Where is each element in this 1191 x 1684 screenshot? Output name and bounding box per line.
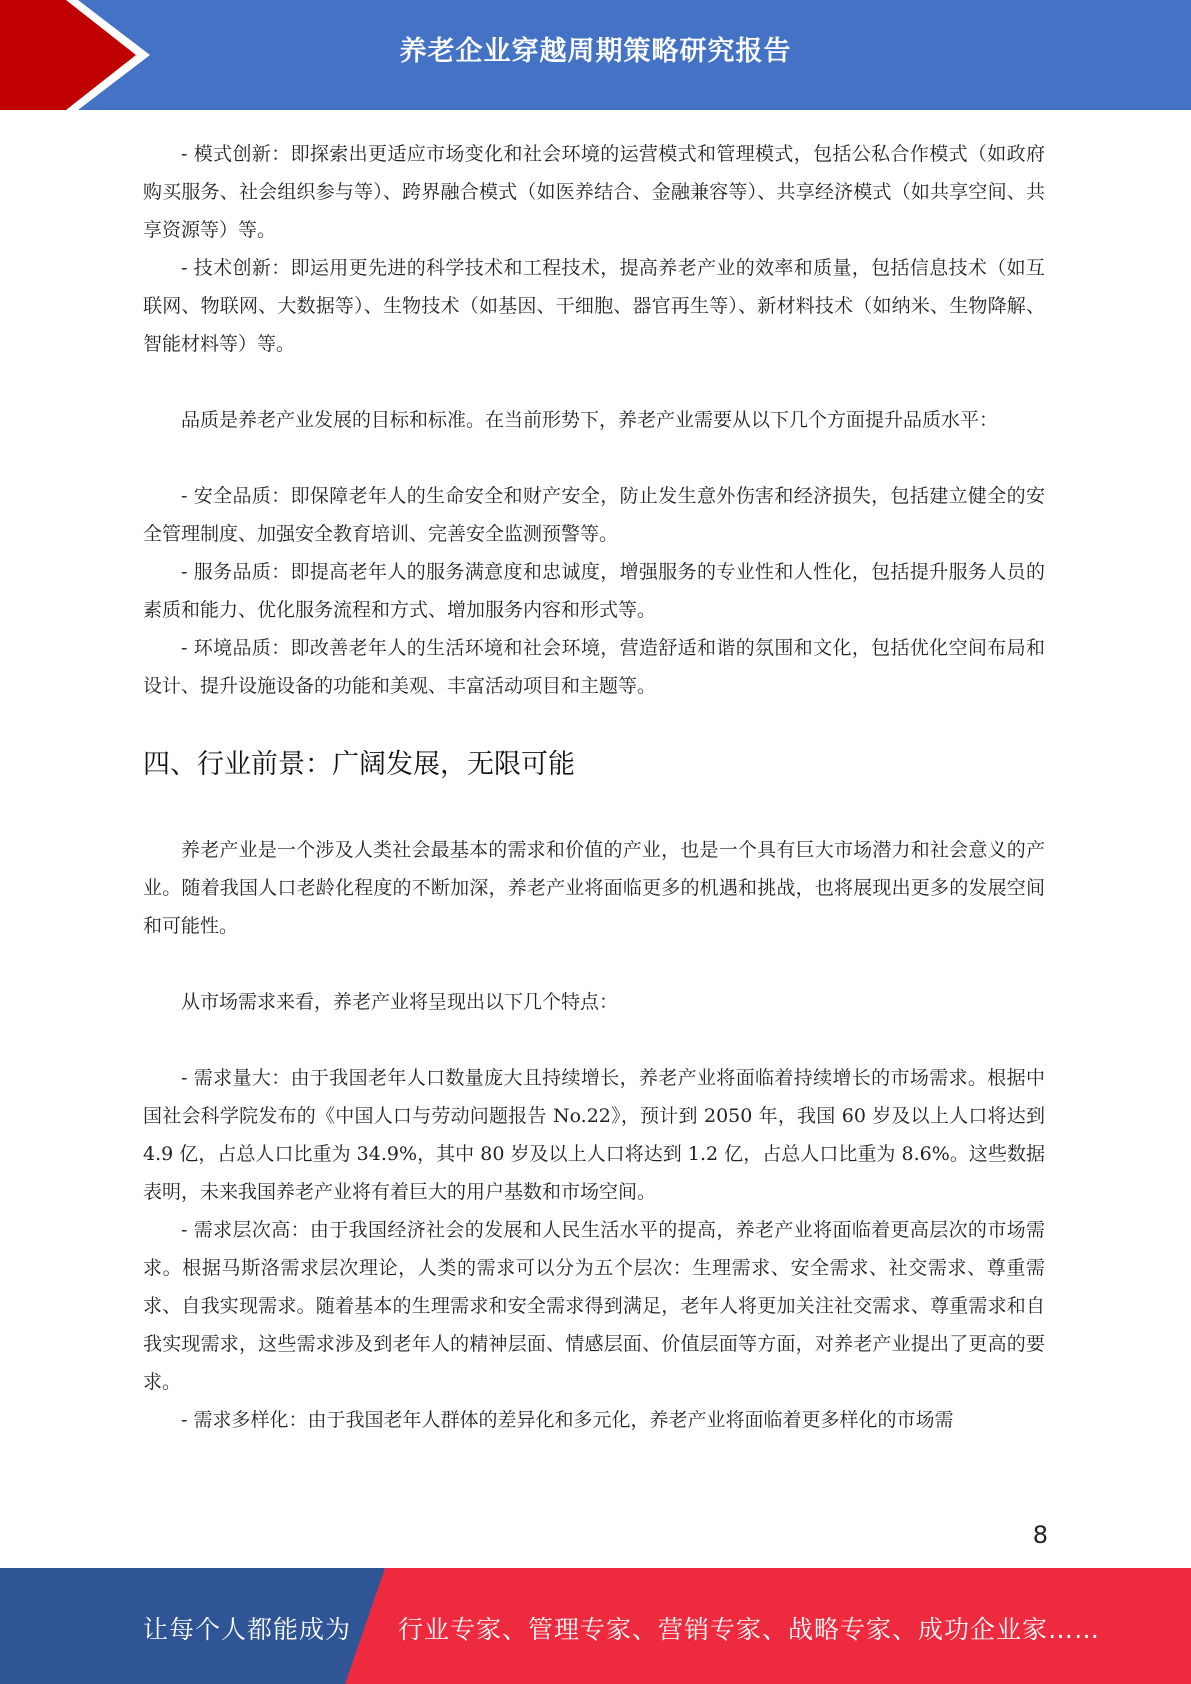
section-heading: 四、行业前景：广阔发展，无限可能 bbox=[143, 749, 575, 780]
paragraph-service-quality: - 服务品质：即提高老年人的服务满意度和忠诚度，增强服务的专业性和人性化，包括提升服务人员的素质和能力、优化服务流程和方式、增加服务内容和形式等。 bbox=[143, 561, 1045, 621]
paragraph-demand-level: - 需求层次高：由于我国经济社会的发展和人民生活水平的提高，养老产业将面临着更高层次的市场需求。根据马斯洛需求层次理论，人类的需求可以分为五个层次：生理需求、安全需求、社交需求、尊重需求、自我实现需求。随着基本的生理需求和安全需求得到满足，老年人将更加关注社交需求、尊重需求和自我实现需求，这些需求涉及到老年人的精神层面、情感层面、价值层面等方面，对养老产业提出了更高的要求。 bbox=[143, 1219, 1045, 1393]
paragraph-mode-innovation: - 模式创新：即探索出更适应市场变化和社会环境的运营模式和管理模式，包括公私合作模式（如政府购买服务、社会组织参与等）、跨界融合模式（如医养结合、金融兼容等）、共享经济模式（如共享空间、共享资源等）等。 bbox=[143, 143, 1045, 241]
page-number: 8 bbox=[1032, 1521, 1048, 1549]
paragraph-quality-intro: 品质是养老产业发展的目标和标准。在当前形势下，养老产业需要从以下几个方面提升品质水平： bbox=[181, 409, 999, 431]
footer-slogan-left: 让每个人都能成为 bbox=[143, 1615, 352, 1644]
footer-slogan-right: 行业专家、管理专家、营销专家、战略专家、成功企业家…… bbox=[398, 1615, 1101, 1644]
paragraph-tech-innovation: - 技术创新：即运用更先进的科学技术和工程技术，提高养老产业的效率和质量，包括信息技术（如互联网、物联网、大数据等）、生物技术（如基因、干细胞、器官再生等）、新材料技术（如纳米、生物降解、智能材料等）等。 bbox=[143, 257, 1045, 355]
paragraph-safety-quality: - 安全品质：即保障老年人的生命安全和财产安全，防止发生意外伤害和经济损失，包括建立健全的安全管理制度、加强安全教育培训、完善安全监测预警等。 bbox=[143, 485, 1045, 545]
page-content bbox=[143, 135, 1045, 1439]
paragraph-demand-diversity: - 需求多样化：由于我国老年人群体的差异化和多元化，养老产业将面临着更多样化的市场需 bbox=[181, 1409, 954, 1431]
paragraph-industry-outlook: 养老产业是一个涉及人类社会最基本的需求和价值的产业，也是一个具有巨大市场潜力和社会意义的产业。随着我国人口老龄化程度的不断加深，养老产业将面临更多的机遇和挑战，也将展现出更多的发展空间和可能性。 bbox=[143, 839, 1045, 937]
paragraph-market-demand-intro: 从市场需求来看，养老产业将呈现出以下几个特点： bbox=[181, 991, 619, 1013]
paragraph-demand-volume: - 需求量大：由于我国老年人口数量庞大且持续增长，养老产业将面临着持续增长的市场需求。根据中国社会科学院发布的《中国人口与劳动问题报告 No.22》，预计到 2050 年，我国 60 岁及以上人口将达到 4.9 亿，占总人口比重为 34.9%，其中 80 岁及以上人口将达到 1.2 亿，占总人口比重为 8.6%。这些数据表明，未来我国养老产业将有着巨大的用户基数和市场空间。 bbox=[143, 1067, 1045, 1203]
report-title: 养老企业穿越周期策略研究报告 bbox=[399, 36, 792, 67]
paragraph-environment-quality: - 环境品质：即改善老年人的生活环境和社会环境，营造舒适和谐的氛围和文化，包括优化空间布局和设计、提升设施设备的功能和美观、丰富活动项目和主题等。 bbox=[143, 637, 1045, 697]
page-footer bbox=[0, 1568, 1191, 1684]
page-header bbox=[0, 0, 1191, 110]
